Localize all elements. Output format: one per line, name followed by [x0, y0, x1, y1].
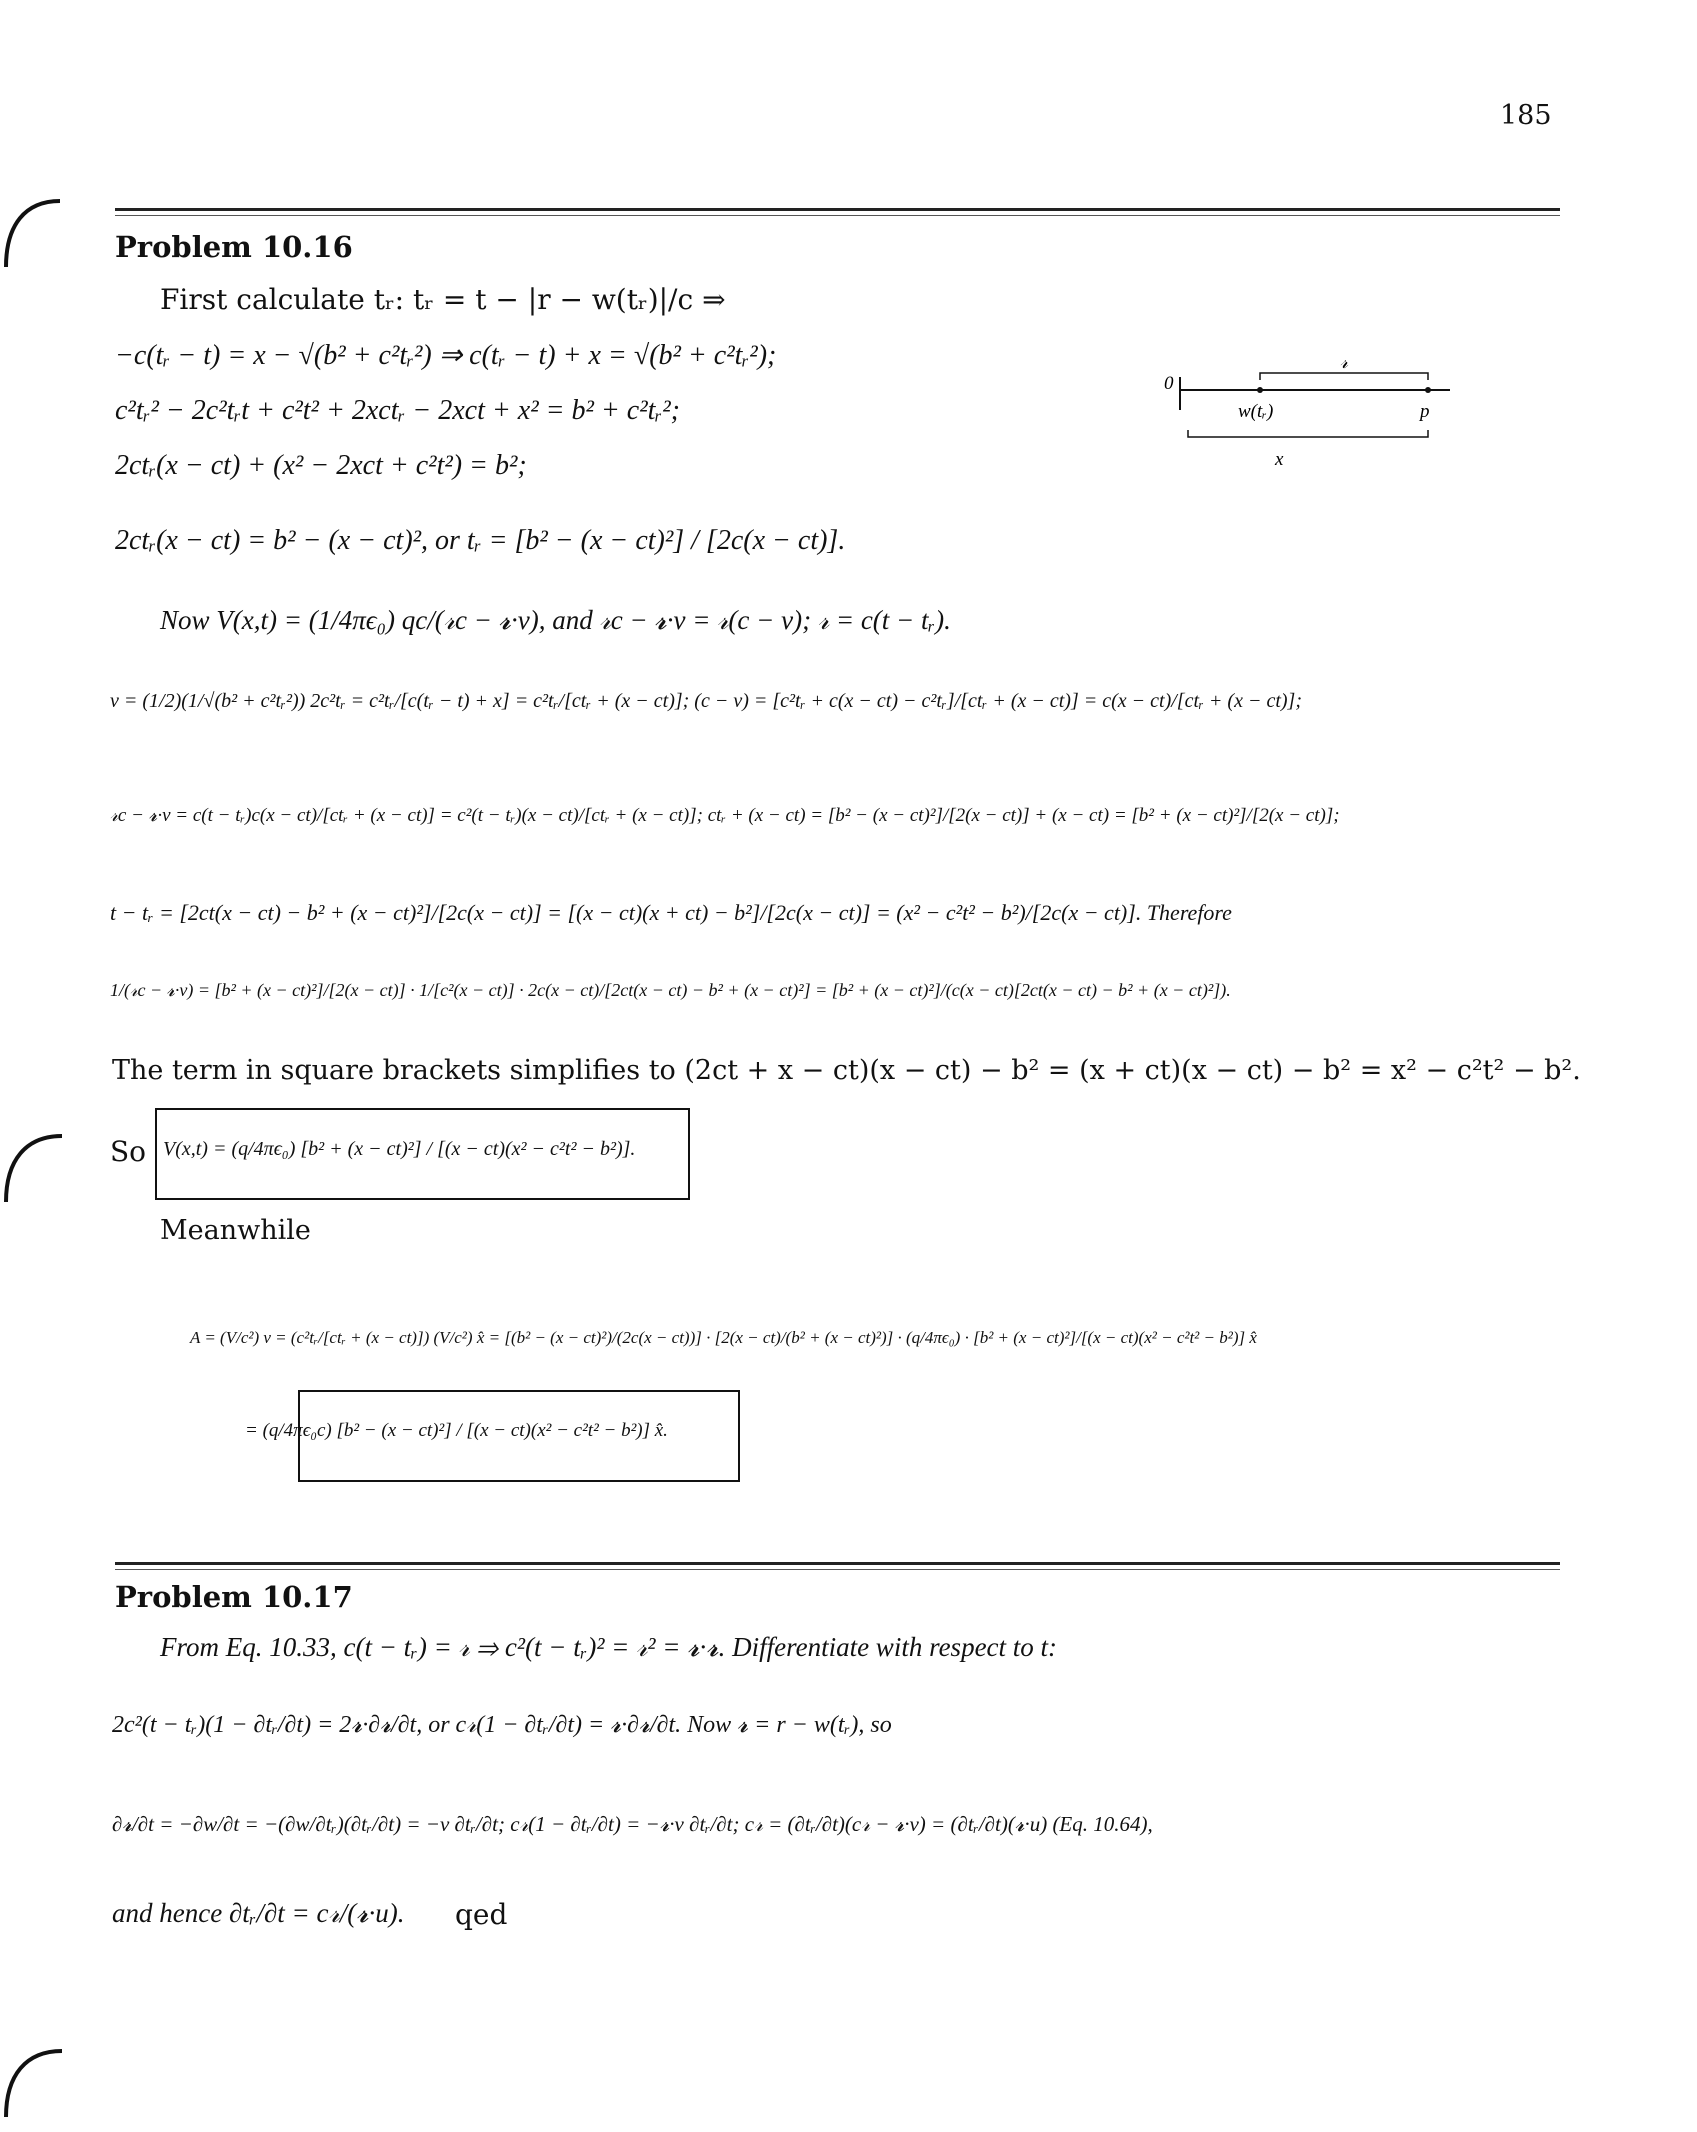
equation-line: −c(tᵣ − t) = x − √(b² + c²tᵣ²) ⇒ c(tᵣ − t) + x = √(b² + c²tᵣ²);: [115, 340, 777, 371]
equation-line: 2c²(t − tᵣ)(1 − ∂tᵣ/∂t) = 2𝓻·∂𝓻/∂t, or c𝓇(1 − ∂tᵣ/∂t) = 𝓻·∂𝓻/∂t. Now 𝓻 = r − w(tᵣ), so: [112, 1712, 892, 1738]
separation-label: 𝓇: [1340, 355, 1348, 373]
denominator-equation: 𝓇c − 𝓻·v = c(t − tᵣ)c(x − ct)/[ctᵣ + (x − ct)] = c²(t − tᵣ)(x − ct)/[ctᵣ + (x − ct)]; ctᵣ + (x − ct) = [b² − (x − ct)²]/[2(x − ct)] + (x − ct) = [b² + (x − ct)²]/[2(x − ct)];: [110, 805, 1340, 826]
potential-setup: Now V(x,t) = (1/4πϵ₀) qc/(𝓇c − 𝓻·v), and 𝓇c − 𝓻·v = 𝓇(c − v); 𝓇 = c(t − tᵣ).: [160, 605, 951, 635]
equation-line: From Eq. 10.33, c(t − tᵣ) = 𝓇 ⇒ c²(t − tᵣ)² = 𝓇² = 𝓻·𝓻. Differentiate with respect to t:: [160, 1632, 1058, 1662]
position-label: w(tᵣ): [1238, 401, 1274, 422]
vector-potential-equation: A = (V/c²) v = (c²tᵣ/[ctᵣ + (x − ct)]) (V/c²) x̂ = [(b² − (x − ct)²)/(2c(x − ct))] · [2(x − ct)/(b² + (x − ct)²)] · (q/4πϵ₀) · [b² + (x − ct)²]/[(x − ct)(x² − c²t² − b²)] x̂: [190, 1328, 1257, 1347]
binding-mark-bottom: [0, 2045, 70, 2130]
potential-result: V(x,t) = (q/4πϵ₀) [b² + (x − ct)²] / [(x − ct)(x² − c²t² − b²)].: [163, 1138, 636, 1160]
equation-line: 2ctᵣ(x − ct) = b² − (x − ct)², or tᵣ = [b² − (x − ct)²] / [2c(x − ct)].: [115, 525, 846, 556]
so-label: So: [110, 1135, 147, 1168]
point-label: p: [1420, 401, 1430, 422]
geometry-diagram: [1150, 355, 1470, 475]
section-rule-top: [115, 208, 1560, 216]
binding-mark-middle: [0, 1130, 70, 1220]
equation-line: and hence ∂tᵣ/∂t = c𝓇/(𝓻·u).: [112, 1898, 405, 1928]
velocity-equation: v = (1/2)(1/√(b² + c²tᵣ²)) 2c²tᵣ = c²tᵣ/[c(tᵣ − t) + x] = c²tᵣ/[ctᵣ + (x − ct)]; (c − v) = [c²tᵣ + c(x − ct) − c²tᵣ]/[ctᵣ + (x − ct)] = c(x − ct)/[ctᵣ + (x − ct)];: [110, 690, 1302, 712]
page-number: 185: [1500, 100, 1552, 131]
equation-line: c²tᵣ² − 2c²tᵣt + c²t² + 2xctᵣ − 2xct + x² = b² + c²tᵣ²;: [115, 395, 681, 426]
section-rule-middle: [115, 1562, 1560, 1570]
simplification-text: The term in square brackets simplifies to (2ct + x − ct)(x − ct) − b² = (x + ct)(x − ct) − b² = x² − c²t² − b².: [112, 1055, 1581, 1086]
qed-mark: qed: [455, 1898, 508, 1931]
origin-label: 0: [1164, 373, 1174, 394]
problem-10-17-heading: Problem 10.17: [115, 1580, 353, 1614]
equation-line: ∂𝓻/∂t = −∂w/∂t = −(∂w/∂tᵣ)(∂tᵣ/∂t) = −v ∂tᵣ/∂t; c𝓇(1 − ∂tᵣ/∂t) = −𝓻·v ∂tᵣ/∂t; c𝓇 = (∂tᵣ/∂t)(c𝓇 − 𝓻·v) = (∂tᵣ/∂t)(𝓻·u) (Eq. 10.64),: [112, 1812, 1153, 1836]
distance-label: x: [1275, 449, 1284, 470]
reciprocal-equation: 1/(𝓇c − 𝓻·v) = [b² + (x − ct)²]/[2(x − ct)] · 1/[c²(x − ct)] · 2c(x − ct)/[2ct(x − ct) − b² + (x − ct)²] = [b² + (x − ct)²]/(c(x − ct)[2ct(x − ct) − b² + (x − ct)²]).: [110, 980, 1231, 1000]
vector-potential-result: = (q/4πϵ₀c) [b² − (x − ct)²] / [(x − ct)(x² − c²t² − b²)] x̂.: [245, 1420, 668, 1441]
meanwhile-label: Meanwhile: [160, 1215, 311, 1246]
problem-10-16-heading: Problem 10.16: [115, 230, 353, 264]
equation-line: First calculate tᵣ: tᵣ = t − |r − w(tᵣ)|/c ⇒: [160, 283, 726, 316]
binding-mark-top: [0, 195, 70, 285]
equation-line: 2ctᵣ(x − ct) + (x² − 2xct + c²t²) = b²;: [115, 450, 527, 481]
time-difference-equation: t − tᵣ = [2ct(x − ct) − b² + (x − ct)²]/[2c(x − ct)] = [(x − ct)(x + ct) − b²]/[2c(x − ct)] = (x² − c²t² − b²)/[2c(x − ct)]. Therefore: [110, 900, 1232, 925]
